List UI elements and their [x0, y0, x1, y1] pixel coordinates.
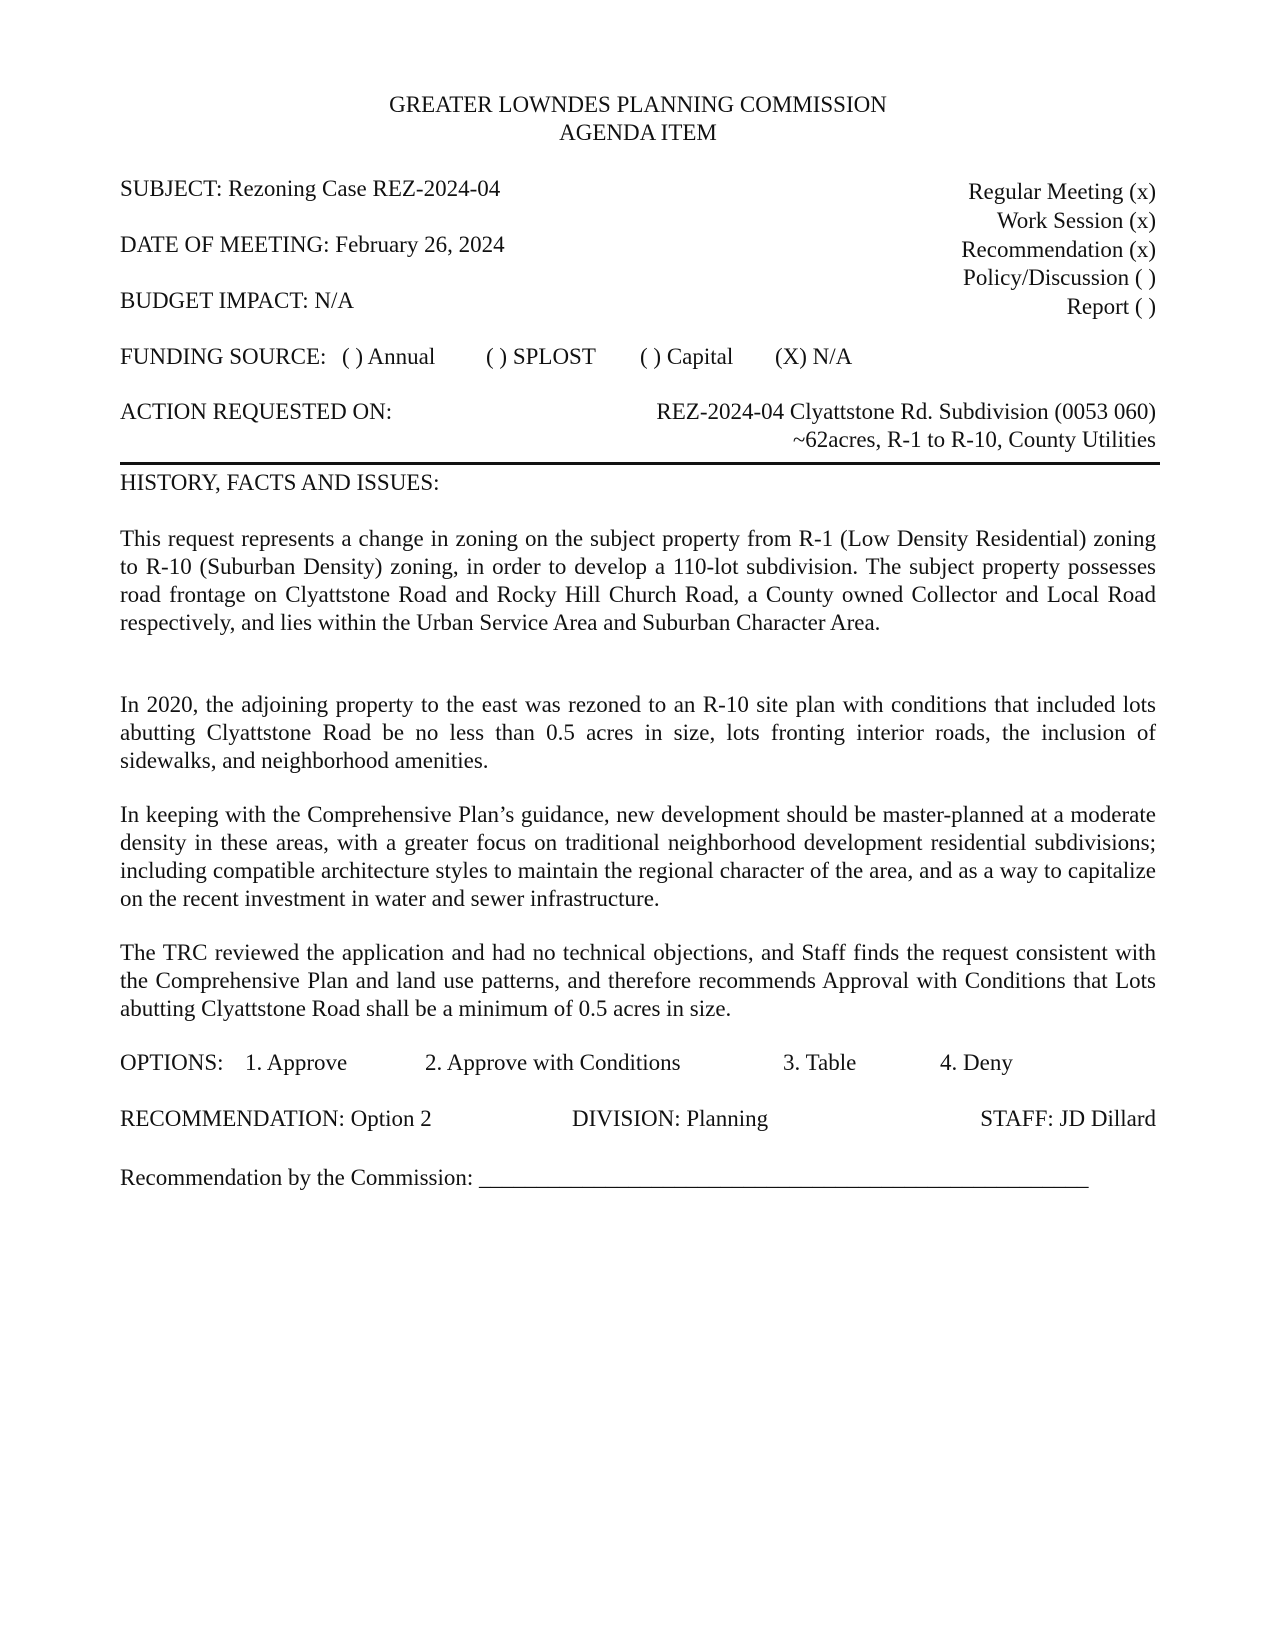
agenda-item-heading: AGENDA ITEM	[559, 120, 717, 145]
meeting-type-policy: Policy/Discussion ( )	[963, 265, 1156, 291]
recommendation-row	[120, 1105, 1156, 1133]
options-row	[120, 1049, 1156, 1077]
date-of-meeting: DATE OF MEETING: February 26, 2024	[120, 232, 505, 257]
funding-source-label: FUNDING SOURCE:	[120, 344, 327, 369]
meeting-type-list	[961, 178, 1156, 322]
funding-source-row	[120, 343, 1156, 371]
meeting-type-work-session: Work Session (x)	[996, 207, 1156, 233]
action-case-line: REZ-2024-04 Clyattstone Rd. Subdivision (0053 060)	[656, 399, 1156, 424]
history-paragraph-4: The TRC reviewed the application and had no technical objections, and Staff finds the request consistent with the Comprehensive Plan and land use patterns, and therefore recommends Approval with Conditions that Lots abutting Clyattstone Road shall be a minimum of 0.5 acres in size.	[120, 940, 1156, 1021]
meeting-type-regular: Regular Meeting (x)	[968, 179, 1156, 204]
funding-na: (X) N/A	[775, 344, 853, 369]
history-paragraph-3: In keeping with the Comprehensive Plan’s guidance, new development should be master-planned at a moderate density in these areas, with a greater focus on traditional neighborhood development residential subdivisions; including compatible architecture styles to maintain the regional character of the area, and as a way to capitalize on the recent investment in water and sewer infrastructure.	[120, 802, 1156, 911]
option-table: 3. Table	[783, 1050, 857, 1075]
subject-line: SUBJECT: Rezoning Case REZ-2024-04	[120, 176, 501, 201]
action-requested-label: ACTION REQUESTED ON:	[120, 399, 393, 424]
commission-name: GREATER LOWNDES PLANNING COMMISSION	[389, 92, 887, 117]
funding-capital: ( ) Capital	[640, 344, 734, 369]
staff: STAFF: JD Dillard	[980, 1106, 1156, 1131]
action-requested-detail	[656, 398, 1156, 454]
meeting-type-report: Report ( )	[1066, 294, 1156, 320]
funding-splost: ( ) SPLOST	[486, 344, 596, 369]
action-acreage-line: ~62acres, R-1 to R-10, County Utilities	[792, 427, 1156, 452]
option-deny: 4. Deny	[940, 1050, 1013, 1075]
history-paragraph-1: This request represents a change in zoning on the subject property from R-1 (Low Density Residential) zoning to R-10 (Suburban Density) zoning, in order to develop a 110-lot subdivision. The subject property possesses road frontage on Clyattstone Road and Rocky Hill Church Road, a County owned Collector and Local Road respectively, and lies within the Urban Service Area and Suburban Character Area.	[120, 526, 1156, 635]
action-requested-row	[120, 398, 1156, 454]
history-paragraph-2: In 2020, the adjoining property to the east was rezoned to an R-10 site plan with conditions that included lots abutting Clyattstone Road be no less than 0.5 acres in size, lots fronting interior roads, the inclusion of sidewalks, and neighborhood amenities.	[120, 692, 1156, 773]
agenda-item-page	[120, 0, 1156, 1650]
recommendation: RECOMMENDATION: Option 2	[120, 1106, 432, 1131]
meeting-type-recommendation: Recommendation (x)	[961, 236, 1156, 262]
budget-impact: BUDGET IMPACT: N/A	[120, 288, 354, 313]
section-divider	[120, 462, 1160, 465]
options-label: OPTIONS:	[120, 1050, 224, 1075]
division: DIVISION: Planning	[572, 1106, 769, 1131]
funding-annual: ( ) Annual	[342, 344, 436, 369]
option-approve-with-conditions: 2. Approve with Conditions	[425, 1050, 681, 1075]
document-title	[120, 91, 1156, 147]
history-heading: HISTORY, FACTS AND ISSUES:	[120, 470, 440, 495]
commission-recommendation-line: Recommendation by the Commission: _____________________________________________________	[120, 1165, 1089, 1190]
option-approve: 1. Approve	[245, 1050, 348, 1075]
